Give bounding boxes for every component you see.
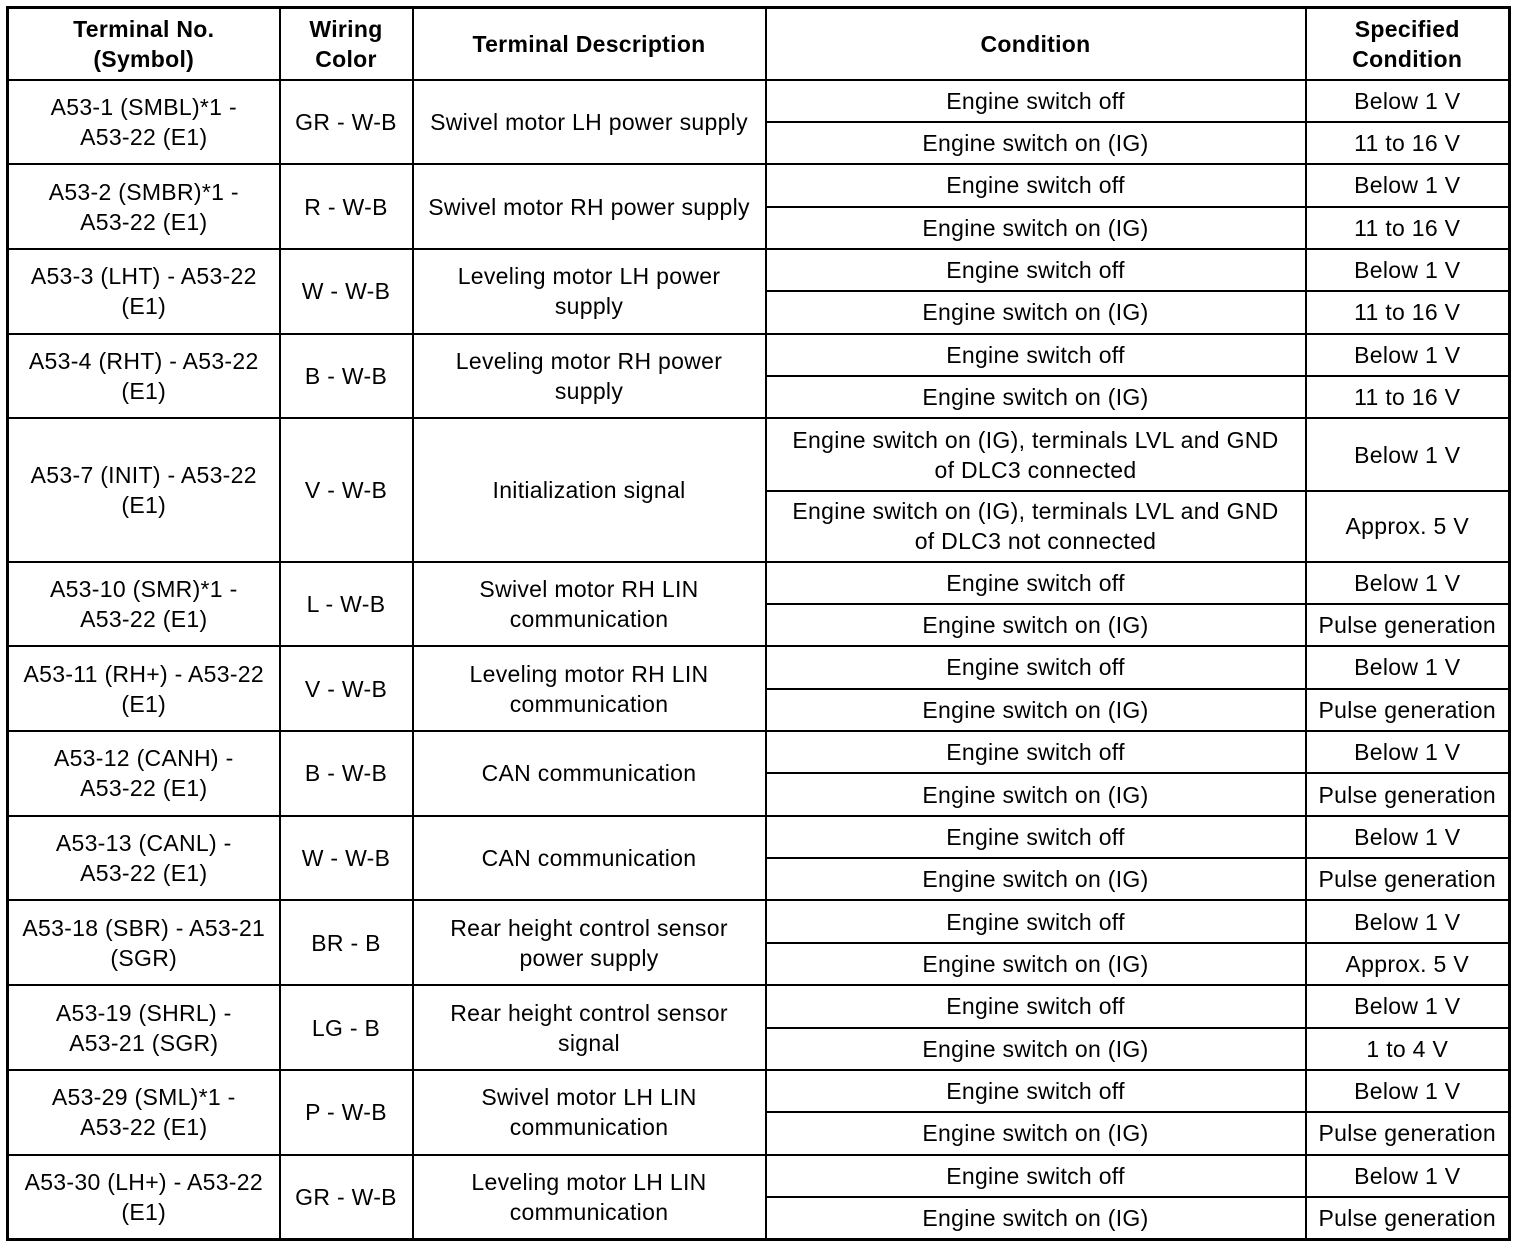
condition-cell: Engine switch on (IG) <box>766 689 1306 731</box>
terminal-description-cell: Swivel motor RH LIN communication <box>413 562 766 647</box>
specified-condition-cell: Below 1 V <box>1306 562 1510 604</box>
wiring-color-cell: L - W-B <box>280 562 413 647</box>
specified-condition-cell: Below 1 V <box>1306 80 1510 122</box>
table-row <box>8 1070 1510 1112</box>
specified-condition-cell: Below 1 V <box>1306 249 1510 291</box>
wiring-color-cell: V - W-B <box>280 646 413 731</box>
terminal-cell: A53-7 (INIT) - A53-22 (E1) <box>8 418 280 561</box>
terminal-cell: A53-2 (SMBR)*1 - A53-22 (E1) <box>8 164 280 249</box>
table-row <box>8 646 1510 688</box>
condition-cell: Engine switch on (IG) <box>766 1112 1306 1154</box>
specified-condition-cell: 11 to 16 V <box>1306 291 1510 333</box>
terminal-table <box>6 6 1511 1241</box>
condition-cell: Engine switch on (IG) <box>766 1028 1306 1070</box>
table-row <box>8 1155 1510 1197</box>
specified-condition-cell: Below 1 V <box>1306 900 1510 942</box>
specified-condition-cell: Pulse generation <box>1306 858 1510 900</box>
condition-cell: Engine switch off <box>766 816 1306 858</box>
terminal-cell: A53-1 (SMBL)*1 - A53-22 (E1) <box>8 80 280 165</box>
table-row <box>8 80 1510 122</box>
wiring-color-cell: B - W-B <box>280 731 413 816</box>
header-row <box>8 8 1510 80</box>
table-row <box>8 900 1510 942</box>
terminal-description-cell: Leveling motor LH LIN communication <box>413 1155 766 1240</box>
condition-cell: Engine switch on (IG) <box>766 1197 1306 1240</box>
wiring-color-cell: B - W-B <box>280 334 413 419</box>
wiring-color-cell: BR - B <box>280 900 413 985</box>
condition-cell: Engine switch off <box>766 646 1306 688</box>
table-row <box>8 418 1510 491</box>
wiring-color-cell: LG - B <box>280 985 413 1070</box>
specified-condition-cell: Pulse generation <box>1306 1112 1510 1154</box>
terminal-cell: A53-12 (CANH) - A53-22 (E1) <box>8 731 280 816</box>
header-condition: Condition <box>766 8 1306 80</box>
table-row <box>8 164 1510 206</box>
terminal-cell: A53-18 (SBR) - A53-21 (SGR) <box>8 900 280 985</box>
terminal-description-cell: Leveling motor RH LIN communication <box>413 646 766 731</box>
condition-cell: Engine switch off <box>766 562 1306 604</box>
condition-cell: Engine switch on (IG) <box>766 604 1306 646</box>
specified-condition-cell: Below 1 V <box>1306 1155 1510 1197</box>
specified-condition-cell: Below 1 V <box>1306 646 1510 688</box>
condition-cell: Engine switch off <box>766 1155 1306 1197</box>
specified-condition-cell: Below 1 V <box>1306 985 1510 1027</box>
specified-condition-cell: Pulse generation <box>1306 773 1510 815</box>
condition-cell: Engine switch on (IG), terminals LVL and GND of DLC3 not connected <box>766 491 1306 562</box>
terminal-description-cell: CAN communication <box>413 816 766 901</box>
terminal-description-cell: Initialization signal <box>413 418 766 561</box>
header-wiring-color: Wiring Color <box>280 8 413 80</box>
specified-condition-cell: 11 to 16 V <box>1306 122 1510 164</box>
specified-condition-cell: 11 to 16 V <box>1306 376 1510 418</box>
table-row <box>8 249 1510 291</box>
header-terminal-description: Terminal Description <box>413 8 766 80</box>
terminal-cell: A53-19 (SHRL) - A53-21 (SGR) <box>8 985 280 1070</box>
condition-cell: Engine switch off <box>766 249 1306 291</box>
specified-condition-cell: Approx. 5 V <box>1306 491 1510 562</box>
terminal-description-cell: CAN communication <box>413 731 766 816</box>
condition-cell: Engine switch off <box>766 334 1306 376</box>
condition-cell: Engine switch off <box>766 1070 1306 1112</box>
wiring-color-cell: GR - W-B <box>280 80 413 165</box>
specified-condition-cell: Approx. 5 V <box>1306 943 1510 985</box>
condition-cell: Engine switch on (IG) <box>766 858 1306 900</box>
terminal-cell: A53-30 (LH+) - A53-22 (E1) <box>8 1155 280 1240</box>
condition-cell: Engine switch off <box>766 164 1306 206</box>
terminal-description-cell: Rear height control sensor power supply <box>413 900 766 985</box>
specified-condition-cell: Below 1 V <box>1306 731 1510 773</box>
specified-condition-cell: Below 1 V <box>1306 418 1510 491</box>
specified-condition-cell: 1 to 4 V <box>1306 1028 1510 1070</box>
specified-condition-cell: Pulse generation <box>1306 1197 1510 1240</box>
specified-condition-cell: Below 1 V <box>1306 1070 1510 1112</box>
terminal-cell: A53-4 (RHT) - A53-22 (E1) <box>8 334 280 419</box>
specified-condition-cell: Below 1 V <box>1306 816 1510 858</box>
condition-cell: Engine switch off <box>766 900 1306 942</box>
wiring-color-cell: W - W-B <box>280 816 413 901</box>
wiring-color-cell: GR - W-B <box>280 1155 413 1240</box>
terminal-description-cell: Swivel motor RH power supply <box>413 164 766 249</box>
condition-cell: Engine switch off <box>766 985 1306 1027</box>
condition-cell: Engine switch off <box>766 80 1306 122</box>
condition-cell: Engine switch on (IG) <box>766 773 1306 815</box>
specified-condition-cell: Pulse generation <box>1306 604 1510 646</box>
specified-condition-cell: Below 1 V <box>1306 164 1510 206</box>
terminal-cell: A53-10 (SMR)*1 - A53-22 (E1) <box>8 562 280 647</box>
condition-cell: Engine switch on (IG) <box>766 122 1306 164</box>
header-specified-condition: Specified Condition <box>1306 8 1510 80</box>
condition-cell: Engine switch on (IG) <box>766 376 1306 418</box>
header-terminal-no: Terminal No. (Symbol) <box>8 8 280 80</box>
specified-condition-cell: 11 to 16 V <box>1306 207 1510 249</box>
table-row <box>8 731 1510 773</box>
terminal-description-cell: Leveling motor RH power supply <box>413 334 766 419</box>
terminal-cell: A53-13 (CANL) - A53-22 (E1) <box>8 816 280 901</box>
table-header <box>8 8 1510 80</box>
wiring-color-cell: V - W-B <box>280 418 413 561</box>
specified-condition-cell: Below 1 V <box>1306 334 1510 376</box>
terminal-description-cell: Swivel motor LH LIN communication <box>413 1070 766 1155</box>
wiring-color-cell: W - W-B <box>280 249 413 334</box>
terminal-cell: A53-29 (SML)*1 - A53-22 (E1) <box>8 1070 280 1155</box>
table-row <box>8 816 1510 858</box>
terminal-cell: A53-3 (LHT) - A53-22 (E1) <box>8 249 280 334</box>
condition-cell: Engine switch off <box>766 731 1306 773</box>
wiring-color-cell: R - W-B <box>280 164 413 249</box>
table-row <box>8 334 1510 376</box>
table-row <box>8 985 1510 1027</box>
specified-condition-cell: Pulse generation <box>1306 689 1510 731</box>
condition-cell: Engine switch on (IG) <box>766 291 1306 333</box>
terminal-description-cell: Swivel motor LH power supply <box>413 80 766 165</box>
condition-cell: Engine switch on (IG), terminals LVL and GND of DLC3 connected <box>766 418 1306 491</box>
wiring-color-cell: P - W-B <box>280 1070 413 1155</box>
condition-cell: Engine switch on (IG) <box>766 207 1306 249</box>
table-row <box>8 562 1510 604</box>
terminal-cell: A53-11 (RH+) - A53-22 (E1) <box>8 646 280 731</box>
terminal-description-cell: Rear height control sensor signal <box>413 985 766 1070</box>
table-body <box>8 80 1510 1240</box>
condition-cell: Engine switch on (IG) <box>766 943 1306 985</box>
terminal-description-cell: Leveling motor LH power supply <box>413 249 766 334</box>
